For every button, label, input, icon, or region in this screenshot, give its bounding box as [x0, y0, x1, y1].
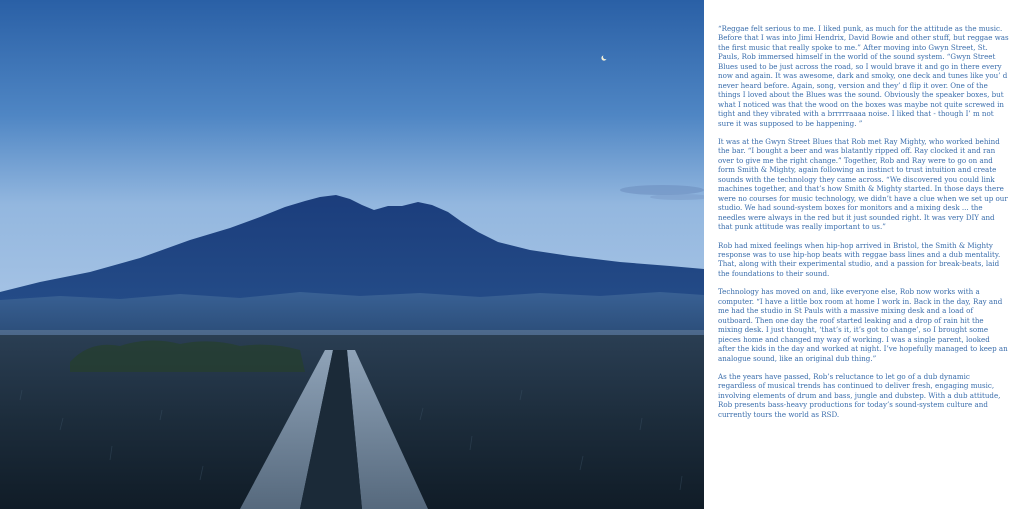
- paragraph-5: As the years have passed, Rob’s reluctance to let go of a dub dynamic regardless of musical trends has continued to deliver fresh, engaging music, involving elements of drum and bass, jungle and dubstep. With a dub attitude, Rob presents bass-heavy productions for today’s sound-system culture and currently tours the world as RSD.: [718, 371, 1001, 419]
- paragraph-3: Rob had mixed feelings when hip-hop arrived in Bristol, the Smith & Mighty response was to use hip-hop beats with reggae bass lines and a dub mentality. That, along with their experimental studio, and a passion for break-beats, laid the foundations to their sound.: [718, 240, 1001, 278]
- paragraph-2: It was at the Gwyn Street Blues that Rob met Ray Mighty, who worked behind the bar. “I bought a beer and was blatantly ripped off. Ray clocked it and ran over to give me the right change.” Together, Rob and Ray were to go on and form Smith & Mighty, again following an instinct to trust intuition and create sounds with the technology they came across. “We discovered you could link machines together, and that’s how Smith & Mighty started. In those days there were no courses for music technology, we didn’t have a clue when we set up our studio. We had sound-system boxes for monitors and a mixing desk ... the needles were always in the red but it just sounded right. It was very DIY and that punk attitude was really important to us.”: [718, 136, 1008, 232]
- paragraph-1: “Reggae felt serious to me. I liked punk, as much for the attitude as the music. Before that I was into Jimi Hendrix, David Bowie and other stuff, but reggae was the first music that really spoke to me.” After moving into Gwyn Street, St. Pauls, Rob immersed himself in the world of the sound system. “Gwyn Street Blues used to be just across the road, so I would brave it and go in there every now and again. It was awesome, dark and smoky, one deck and tunes like you’ d never heard before. Again, song, version and they’ d flip it over. One of the things I loved about the Blues was the sound. Obviously the speaker boxes, but what I noticed was that the wood on the boxes was maybe not quite screwed in tight and they vibrated with a brrrrraaaa noise. I liked that - though I’ m not sure it was supposed to be happening. ”: [718, 24, 1009, 128]
- shrub-cluster: [70, 340, 305, 372]
- paragraph-4: Technology has moved on and, like everyone else, Rob now works with a computer. “I have a little box room at home I work in. Back in the day, Ray and me had the studio in St Pauls with a massive mixing desk and a load of outboard. Then one day the roof started leaking and a drop of rain hit the mixing desk. I just thought, ‘that’s it, it’s got to change’, so I brought some pieces home and changed my way of working. I was a single parent, looked after the kids in the day and worked at night. I’ve hopefully managed to keep an analogue sound, like an original dub thing.”: [718, 287, 1008, 363]
- distant-treeline: [0, 292, 704, 340]
- article-text-column: [704, 0, 1024, 509]
